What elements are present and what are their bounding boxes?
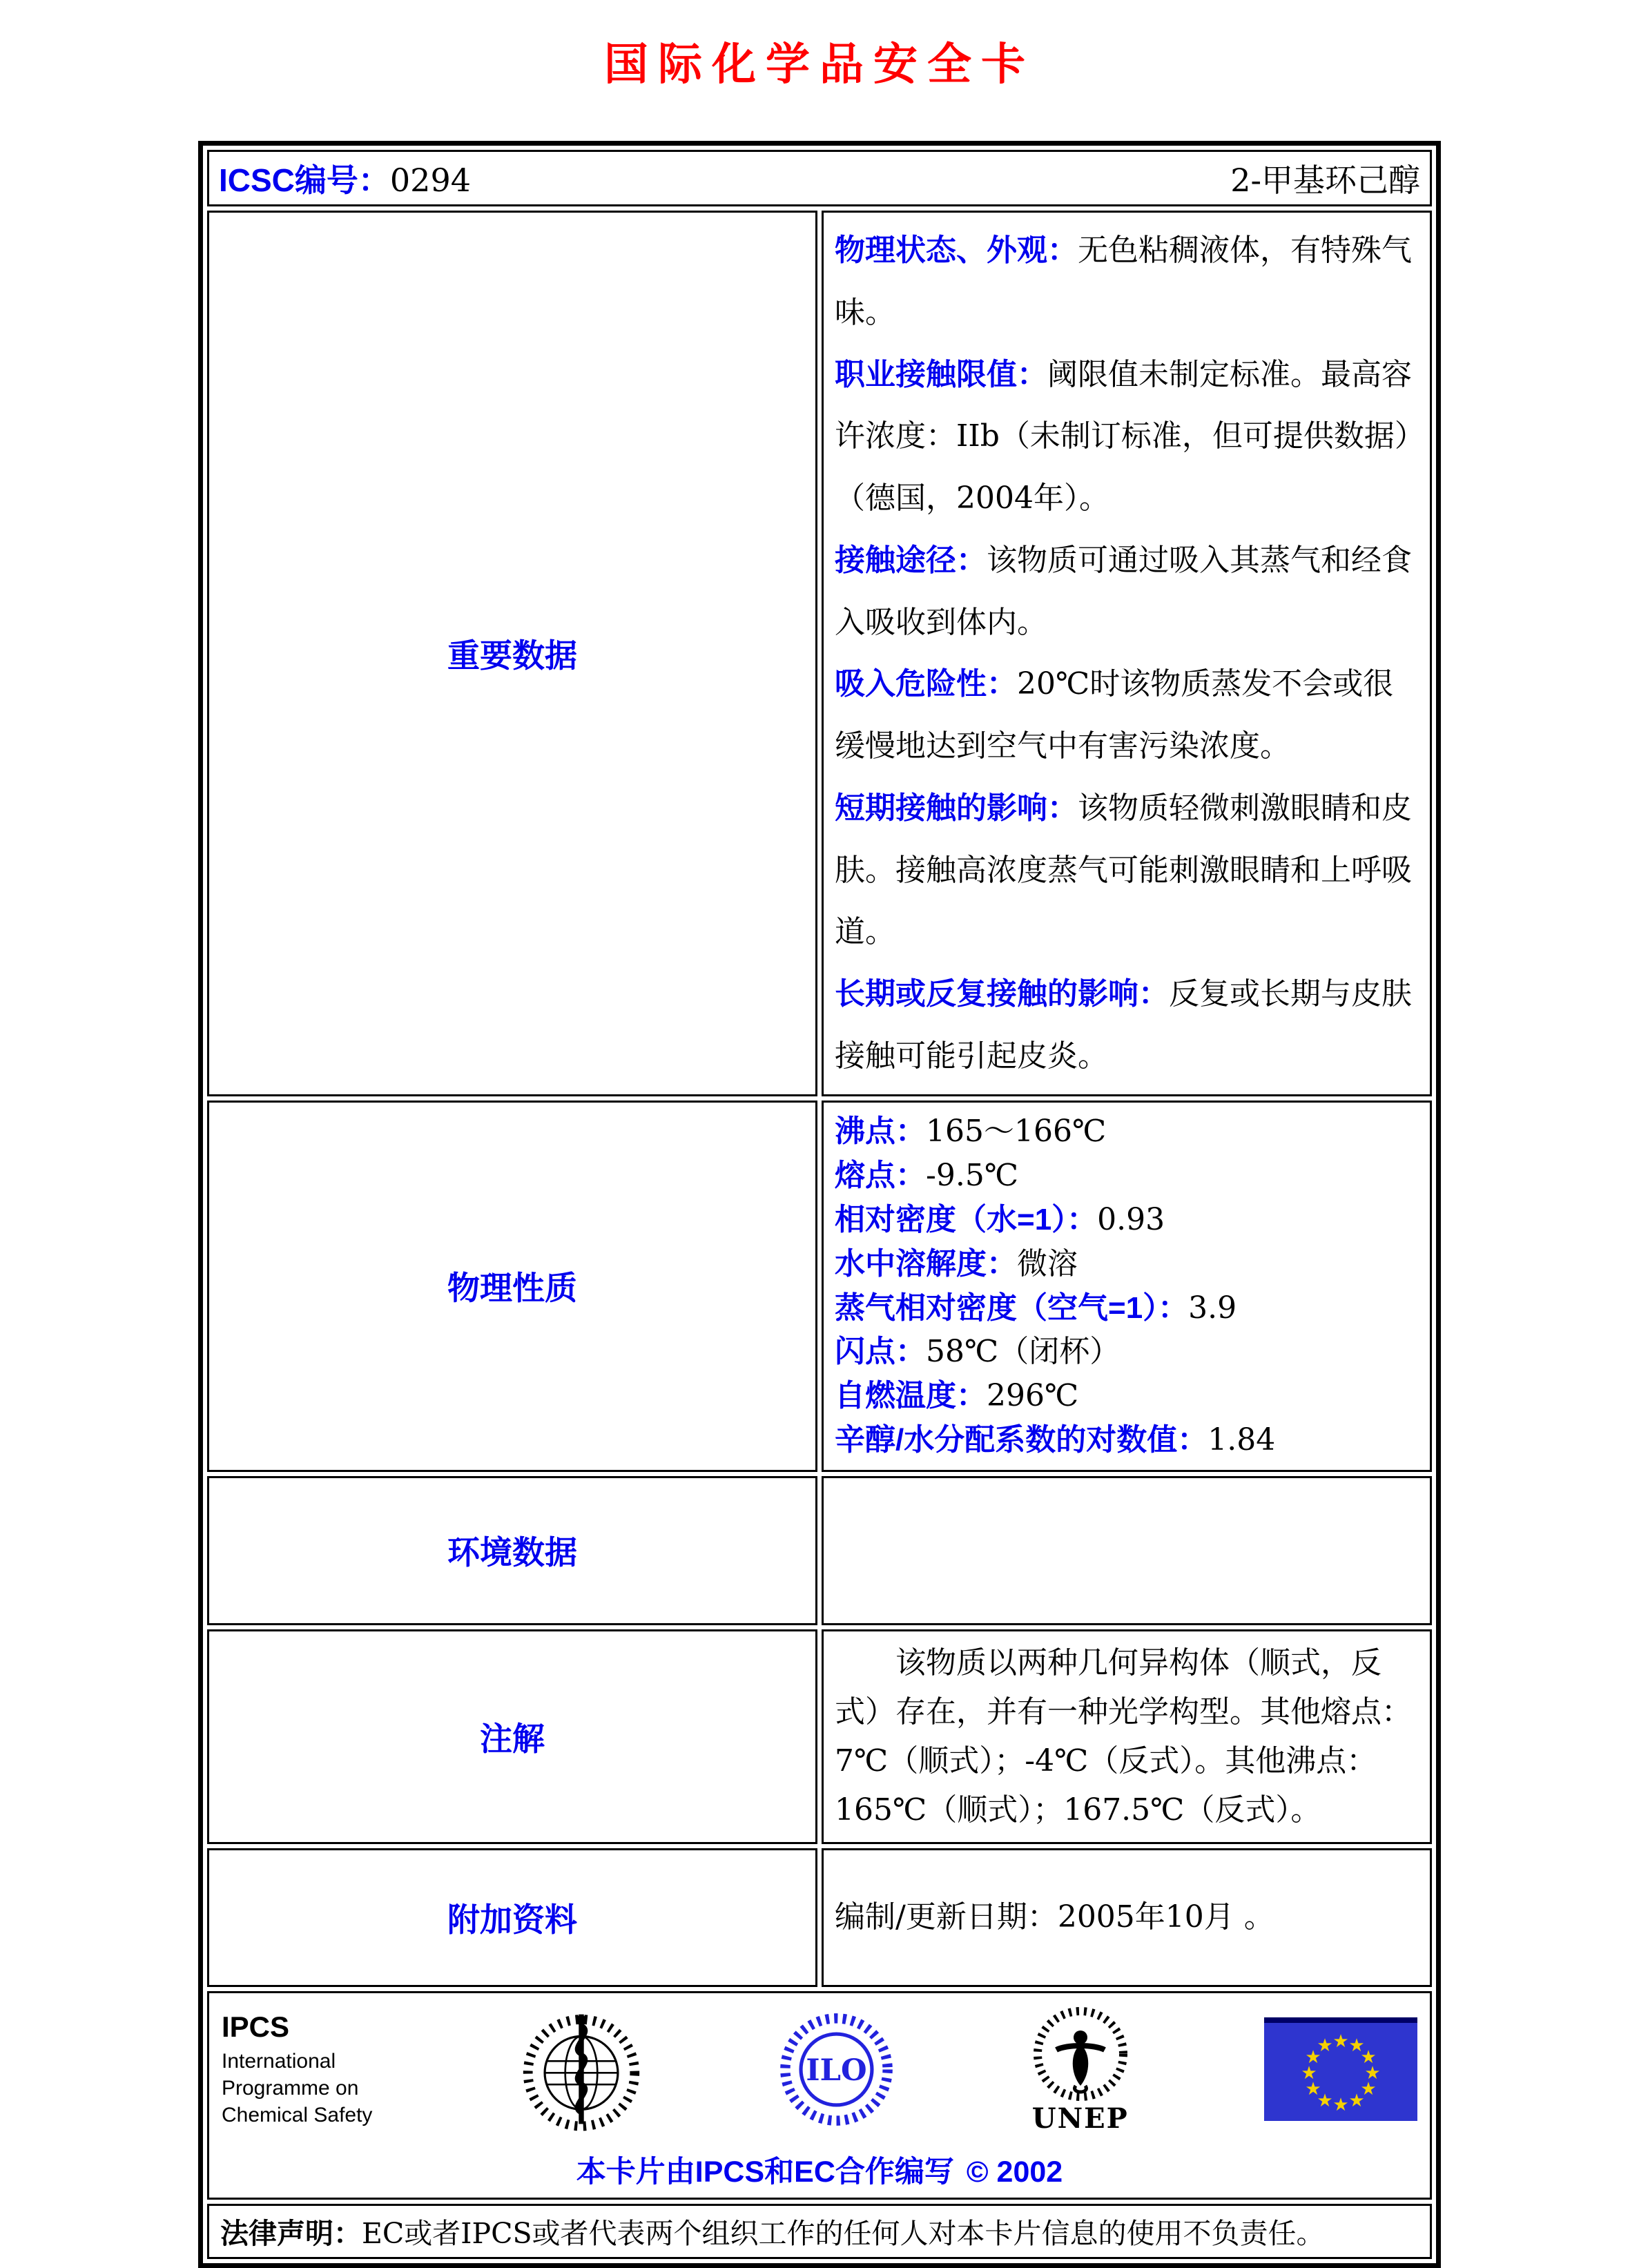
physical-properties-row xyxy=(207,1101,1432,1472)
entry-long-term-effects: 长期或反复接触的影响：反复或长期与皮肤接触可能引起皮炎。 xyxy=(835,976,1412,1074)
important-data-content xyxy=(822,211,1432,1096)
ipcs-line-2: Programme on xyxy=(222,2076,359,2100)
entry-short-term-effects: 短期接触的影响：该物质轻微刺激眼睛和皮肤。接触高浓度蒸气可能刺激眼睛和上呼吸道。 xyxy=(835,790,1412,950)
important-data-label: 重要数据 xyxy=(207,211,817,1096)
icsc-number-label: ICSC编号： xyxy=(219,162,390,198)
physical-properties-label: 物理性质 xyxy=(207,1101,817,1472)
ipcs-text-block xyxy=(222,2010,387,2129)
legal-text: EC或者IPCS或者代表两个组织工作的任何人对本卡片信息的使用不负责任。 xyxy=(362,2217,1325,2251)
svg-text:★: ★ xyxy=(1305,2079,1321,2100)
legal-label: 法律声明： xyxy=(220,2218,362,2250)
additional-info-content xyxy=(822,1848,1432,1987)
entry-relative-density: 相对密度（水=1）：0.93 xyxy=(835,1201,1165,1237)
additional-info-label: 附加资料 xyxy=(207,1848,817,1987)
additional-info-row xyxy=(207,1848,1432,1987)
environmental-data-content xyxy=(822,1476,1432,1625)
icsc-number-group xyxy=(219,155,471,201)
who-logo-icon xyxy=(519,2007,643,2131)
entry-octanol-water-partition: 辛醇/水分配系数的对数值：1.84 xyxy=(835,1422,1276,1457)
entry-inhalation-risk: 吸入危险性：20℃时该物质蒸发不会或很缓慢地达到空气中有害污染浓度。 xyxy=(835,666,1394,764)
notes-content xyxy=(822,1629,1432,1844)
svg-text:★: ★ xyxy=(1317,2035,1333,2057)
svg-text:★: ★ xyxy=(1301,2063,1317,2084)
cooperation-caption: 本卡片由IPCS和EC合作编写 © 2002 xyxy=(576,2155,1063,2189)
legal-row xyxy=(207,2204,1432,2259)
legal-cell xyxy=(207,2204,1432,2259)
svg-text:★: ★ xyxy=(1317,2091,1333,2112)
eu-flag-icon xyxy=(1264,2017,1417,2121)
entry-melting-point: 熔点：-9.5℃ xyxy=(835,1158,1019,1194)
entry-water-solubility: 水中溶解度：微溶 xyxy=(835,1246,1078,1281)
ipcs-line-1: International xyxy=(222,2049,336,2073)
header-row xyxy=(207,150,1432,206)
svg-text:★: ★ xyxy=(1360,2079,1377,2100)
entry-flash-point: 闪点：58℃（闭杯） xyxy=(835,1334,1121,1370)
notes-label: 注解 xyxy=(207,1629,817,1844)
entry-physical-state: 物理状态、外观：无色粘稠液体，有特殊气味。 xyxy=(835,233,1412,330)
environmental-data-row xyxy=(207,1476,1432,1625)
physical-properties-content xyxy=(822,1101,1432,1472)
ilo-letters: ILO xyxy=(805,2052,867,2088)
entry-exposure-limits: 职业接触限值：阈限值未制定标准。最高容许浓度：IIb（未制订标准，但可提供数据）（德国，2004年）。 xyxy=(835,356,1412,516)
header-cell xyxy=(207,150,1432,206)
svg-text:★: ★ xyxy=(1348,2035,1365,2057)
page-title: 国际化学品安全卡 xyxy=(604,39,1035,90)
svg-text:★: ★ xyxy=(1305,2047,1321,2068)
chemical-name: 2-甲基环己醇 xyxy=(1230,162,1420,199)
svg-text:★: ★ xyxy=(1332,2031,1349,2053)
notes-row xyxy=(207,1629,1432,1844)
unep-logo-icon xyxy=(1029,2004,1132,2135)
svg-text:★: ★ xyxy=(1332,2095,1349,2116)
entry-routes-of-exposure: 接触途径：该物质可通过吸入其蒸气和经食入吸收到体内。 xyxy=(835,542,1412,640)
logos-cell xyxy=(207,1991,1432,2200)
icsc-card-table xyxy=(198,141,1441,2268)
svg-text:★: ★ xyxy=(1360,2047,1377,2068)
icsc-number-value: 0294 xyxy=(389,162,471,199)
entry-autoignition-temperature: 自燃温度：296℃ xyxy=(835,1378,1079,1414)
ilo-logo-icon xyxy=(776,2009,897,2130)
svg-text:★: ★ xyxy=(1348,2091,1365,2112)
important-data-row xyxy=(207,211,1432,1096)
ipcs-line-3: Chemical Safety xyxy=(222,2103,373,2126)
logos-row xyxy=(207,1991,1432,2200)
ipcs-title: IPCS xyxy=(222,2010,290,2043)
unep-word: UNEP xyxy=(1031,2102,1129,2135)
copyright: © 2002 xyxy=(966,2155,1063,2189)
environmental-data-label: 环境数据 xyxy=(207,1476,817,1625)
notes-paragraph: 该物质以两种几何异构体（顺式，反式）存在，并有一种光学构型。其他熔点：7℃（顺式）；-4℃（反式）。其他沸点：165℃（顺式）；167.5℃（反式）。 xyxy=(835,1645,1412,1828)
entry-boiling-point: 沸点：165～166℃ xyxy=(835,1114,1107,1150)
entry-vapor-density: 蒸气相对密度（空气=1）：3.9 xyxy=(835,1290,1237,1326)
update-date-line: 编制/更新日期：2005年10月 。 xyxy=(835,1899,1274,1935)
svg-text:★: ★ xyxy=(1364,2063,1381,2084)
